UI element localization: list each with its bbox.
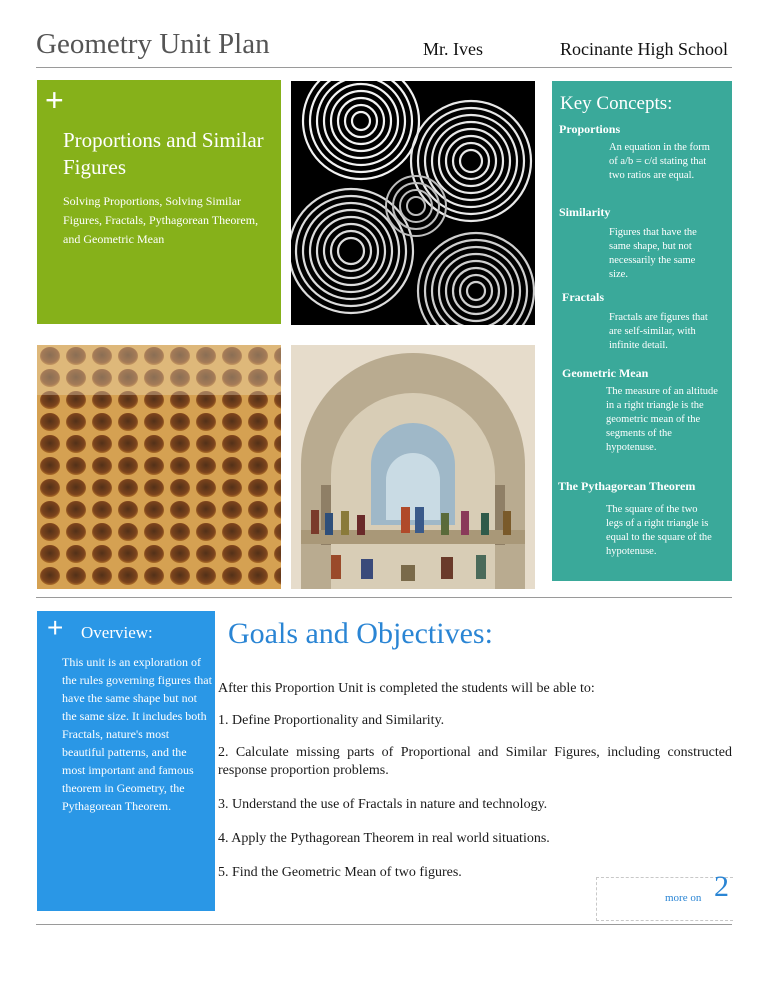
document-title: Geometry Unit Plan [36, 28, 270, 60]
goals-title: Goals and Objectives: [228, 617, 493, 650]
concept-definition: The measure of an altitude in a right triangle is the geometric mean of the segments of the hypotenuse. [606, 386, 718, 453]
swirl-graphic [291, 81, 535, 325]
goal-item: 1. Define Proportionality and Similarity. [218, 713, 445, 728]
goal-item: 5. Find the Geometric Mean of two figures. [218, 865, 462, 880]
concept-definition: Fractals are figures that are self-similar, with infinite detail. [609, 312, 708, 351]
athens-graphic [291, 345, 535, 589]
header-divider [36, 67, 732, 68]
concept-definition: The square of the two legs of a right triangle is equal to the square of the hypotenuse. [606, 504, 712, 557]
topic-panel [37, 80, 281, 324]
goals-intro: After this Proportion Unit is completed the students will be able to: [218, 681, 595, 696]
key-concepts-title: Key Concepts: [560, 93, 673, 114]
concept-term: The Pythagorean Theorem [558, 479, 696, 493]
concept-term: Proportions [559, 122, 621, 136]
goal-item: 3. Understand the use of Fractals in nature and technology. [218, 797, 548, 812]
section-divider [36, 597, 732, 598]
honeycomb-graphic [37, 345, 281, 589]
plus-icon: + [45, 82, 64, 118]
concept-definition: An equation in the form of a/b = c/d stating that two ratios are equal. [609, 142, 710, 181]
concept-definition: Figures that have the same shape, but not necessarily the same size. [609, 227, 697, 280]
topic-heading: Proportions and Similar Figures [63, 128, 264, 179]
footer-divider [36, 924, 732, 925]
topic-subtitle: Solving Proportions, Solving Similar Figures, Fractals, Pythagorean Theorem, and Geometric Mean [63, 194, 259, 246]
more-on-label: more on [665, 892, 702, 904]
teacher-name: Mr. Ives [423, 39, 483, 59]
plus-icon: + [47, 612, 64, 643]
concept-term: Geometric Mean [562, 366, 649, 380]
honeycomb-image [37, 345, 281, 589]
concentric-swirl-image [291, 81, 535, 325]
page-number: 2 [714, 870, 729, 903]
overview-panel [37, 611, 215, 911]
overview-text: This unit is an exploration of the rules governing figures that have the same shape but not the same size. It includes both Fractals, nature's most beautiful patterns, and the most important and famous theorem in Geometry, the Pythagorean Theorem. [62, 655, 212, 813]
concept-term: Similarity [559, 205, 611, 219]
goal-item: 2. Calculate missing parts of Proportional and Similar Figures, including constructed response proportion problems. [218, 745, 732, 778]
school-of-athens-image [291, 345, 535, 589]
goal-item: 4. Apply the Pythagorean Theorem in real world situations. [218, 831, 550, 846]
overview-title: Overview: [81, 623, 153, 642]
concept-term: Fractals [562, 290, 604, 304]
key-concepts-panel [552, 81, 732, 581]
school-name: Rocinante High School [560, 39, 728, 59]
